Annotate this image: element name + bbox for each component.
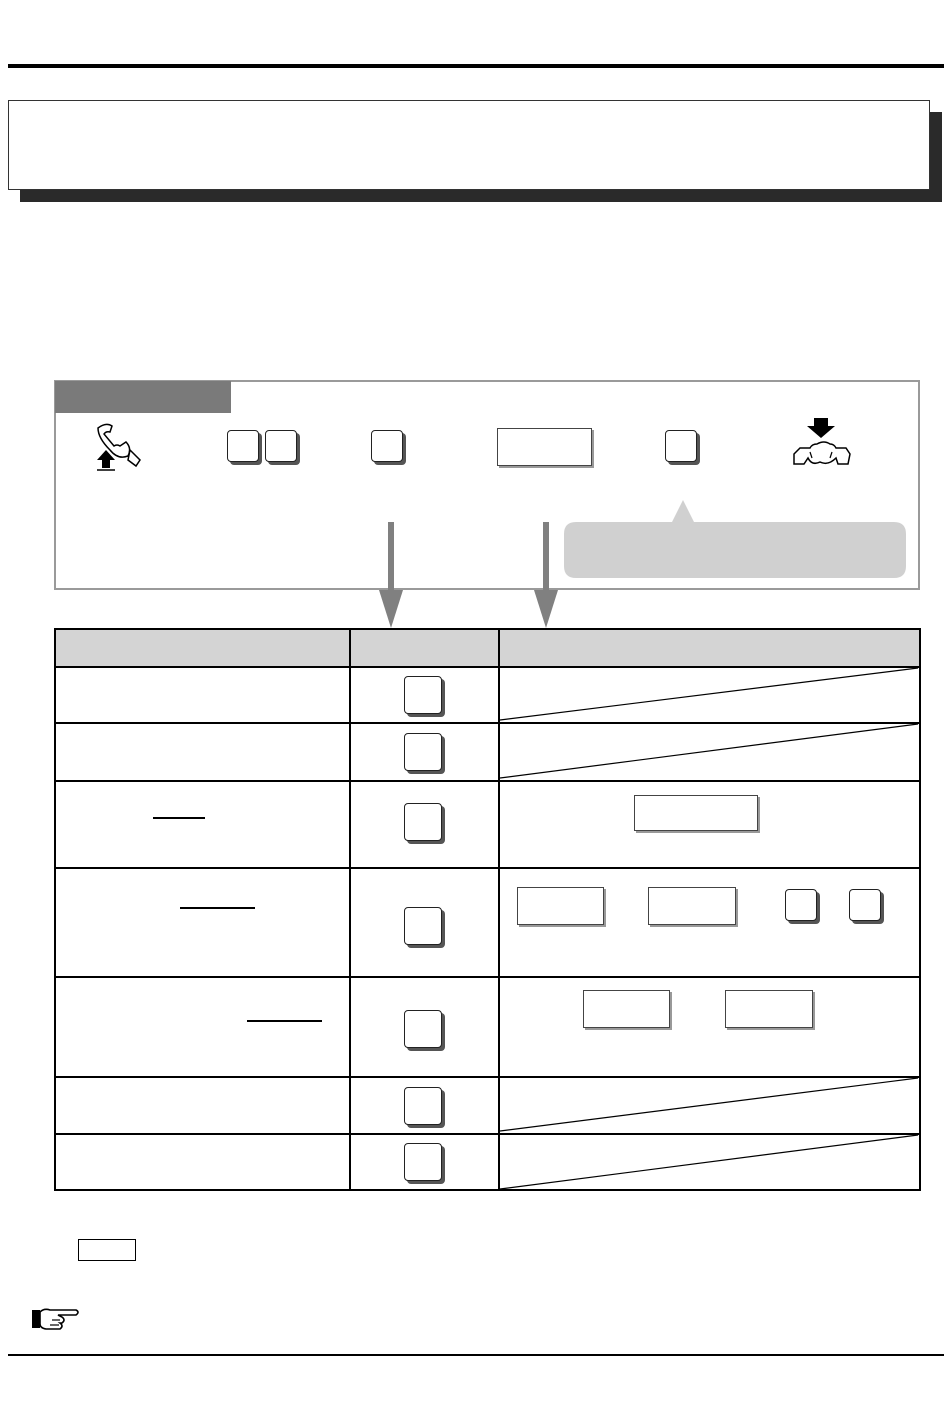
option-key-5[interactable] [404,1010,442,1048]
setting-key[interactable] [849,889,881,921]
setting-input-box[interactable] [634,795,758,831]
bottom-rule [8,1354,944,1356]
option-key-2[interactable] [404,733,442,771]
label-underline [180,907,255,909]
setting-key[interactable] [785,889,817,921]
setting-input-box[interactable] [517,887,604,925]
setting-input-box[interactable] [725,990,813,1028]
option-key-4[interactable] [404,907,442,945]
diagonal-slash [500,668,918,720]
diagonal-slash [500,724,918,778]
option-key-3[interactable] [404,803,442,841]
option-key-1[interactable] [404,676,442,714]
diagonal-slash [500,1135,918,1189]
label-underline [153,817,205,819]
setting-input-box[interactable] [648,887,736,925]
pointing-hand-icon [26,1304,82,1334]
option-key-6[interactable] [404,1087,442,1125]
setting-input-box[interactable] [583,990,670,1028]
label-underline [247,1020,322,1022]
note-box [78,1239,136,1261]
diagonal-slash [500,1078,918,1131]
option-key-7[interactable] [404,1143,442,1181]
